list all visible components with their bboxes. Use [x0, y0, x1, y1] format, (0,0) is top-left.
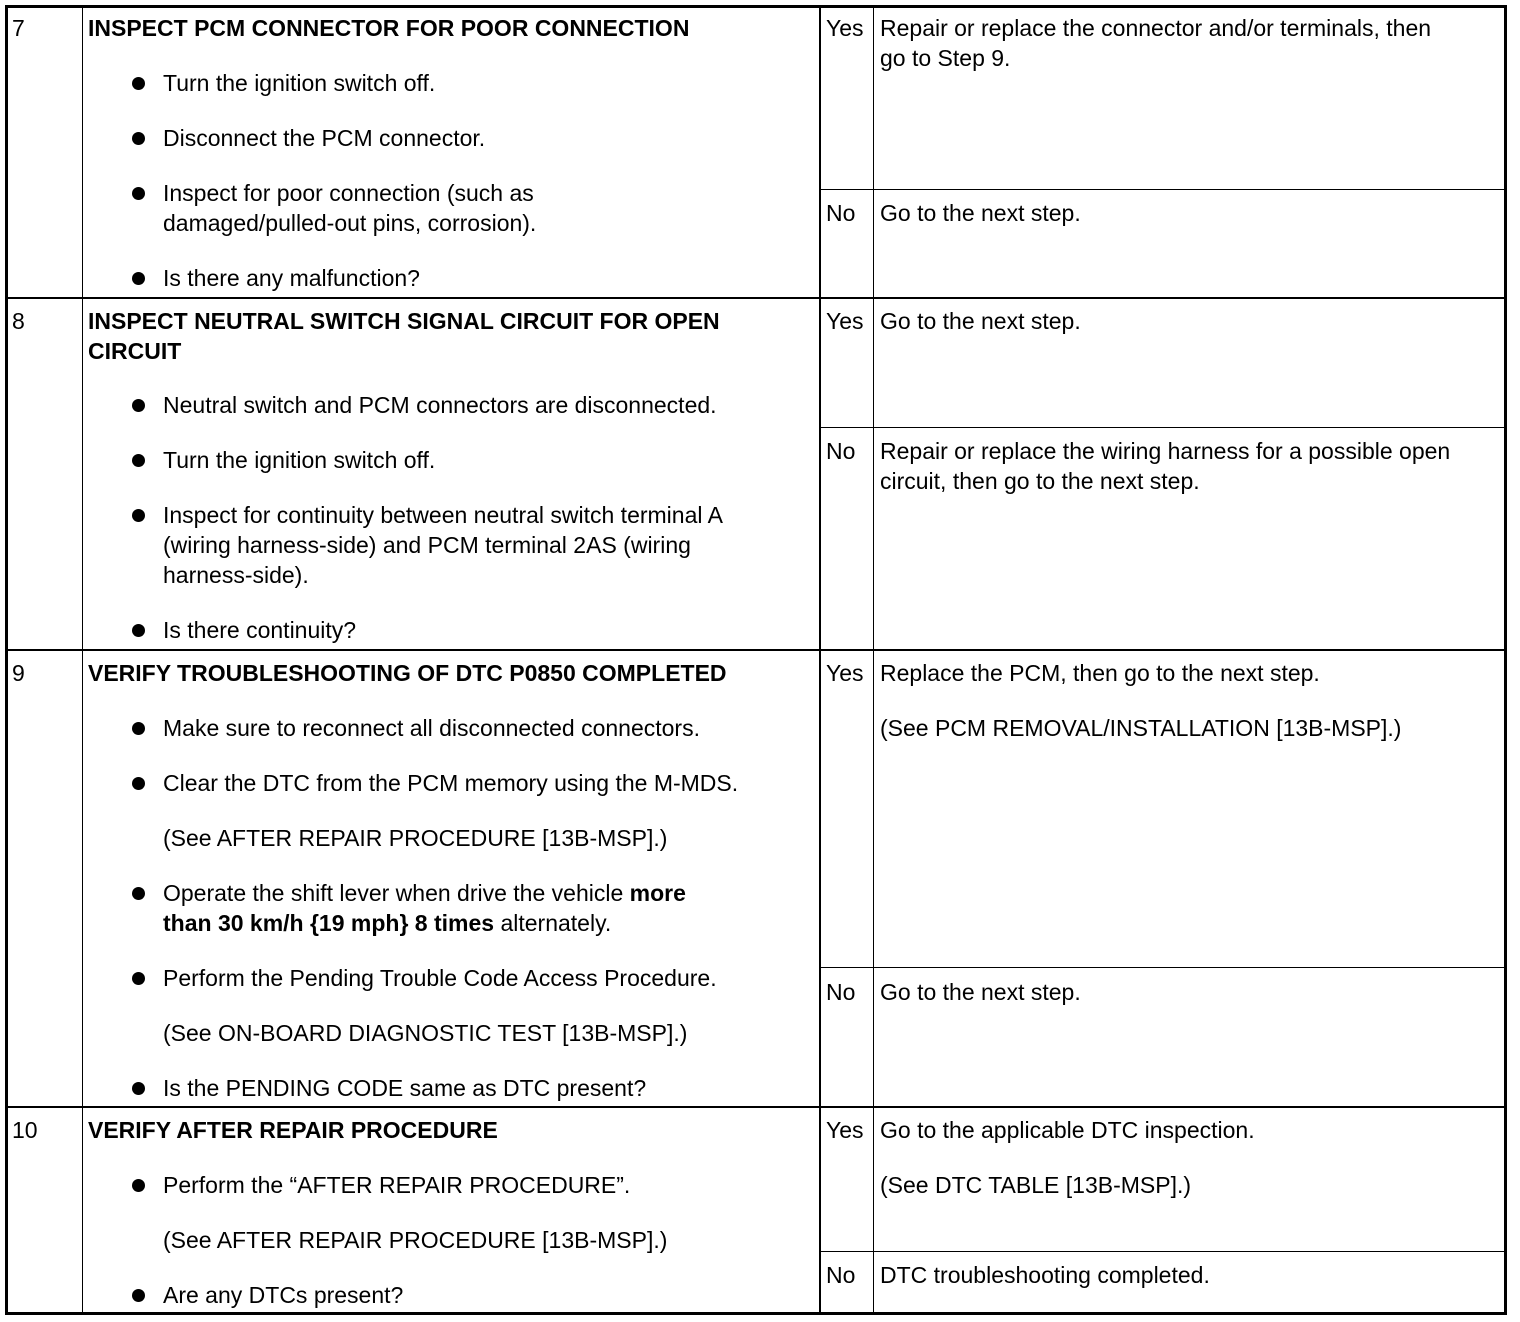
bullet-text-continued — [163, 908, 611, 938]
bullet-icon — [132, 722, 145, 735]
bullet-text: Inspect for poor connection (such as — [163, 180, 534, 206]
bullet-icon — [132, 1082, 145, 1095]
bullet-icon — [132, 454, 145, 467]
bullet-text: Clear the DTC from the PCM memory using the M-MDS. — [163, 770, 739, 796]
yes-no-divider-7 — [819, 189, 1507, 190]
yes-action: Replace the PCM, then go to the next step. — [880, 660, 1320, 686]
bullet-text: Inspect for continuity between neutral switch terminal A — [163, 502, 723, 528]
row-divider-9-10 — [5, 1106, 1507, 1108]
bullet-icon — [132, 509, 145, 522]
row-divider-8-9 — [5, 649, 1507, 651]
bullet-text-continued: harness-side). — [163, 562, 309, 588]
no-action: Repair or replace the wiring harness for a possible open — [880, 438, 1451, 464]
no-label: No — [826, 979, 856, 1005]
bullet-text: Is there any malfunction? — [163, 265, 420, 291]
step-number: 8 — [12, 308, 25, 334]
no-label: No — [826, 1262, 856, 1288]
column-divider-step — [82, 5, 83, 1315]
no-label: No — [826, 200, 856, 226]
bullet-icon — [132, 77, 145, 90]
bullet-icon — [132, 624, 145, 637]
bullet-icon — [132, 132, 145, 145]
yes-action: Go to the next step. — [880, 308, 1081, 334]
reference-text: (See ON-BOARD DIAGNOSTIC TEST [13B-MSP].) — [163, 1020, 688, 1046]
yes-label: Yes — [826, 15, 864, 41]
step-number: 7 — [12, 15, 25, 41]
no-action-continued: circuit, then go to the next step. — [880, 468, 1200, 494]
no-action: Go to the next step. — [880, 200, 1081, 226]
no-label: No — [826, 438, 856, 464]
bullet-text: Neutral switch and PCM connectors are disconnected. — [163, 392, 717, 418]
bullet-icon — [132, 777, 145, 790]
step-number: 10 — [12, 1117, 38, 1143]
yes-no-divider-9 — [819, 967, 1507, 968]
yes-label: Yes — [826, 660, 864, 686]
bullet-text — [163, 878, 686, 908]
bullet-icon — [132, 972, 145, 985]
step-title-continued: CIRCUIT — [88, 338, 182, 364]
reference-text: (See AFTER REPAIR PROCEDURE [13B-MSP].) — [163, 1227, 668, 1253]
bullet-text-part: alternately. — [500, 910, 612, 936]
bullet-text: Perform the Pending Trouble Code Access Procedure. — [163, 965, 717, 991]
yes-no-divider-10 — [819, 1251, 1507, 1252]
yes-action-continued: go to Step 9. — [880, 45, 1011, 71]
yes-label: Yes — [826, 308, 864, 334]
bullet-text: Is there continuity? — [163, 617, 357, 643]
bullet-text-part: Operate the shift lever when drive the vehicle — [163, 880, 624, 906]
bullet-text: Make sure to reconnect all disconnected connectors. — [163, 715, 700, 741]
bullet-text: Turn the ignition switch off. — [163, 70, 436, 96]
bullet-text-emphasis: more — [629, 880, 686, 906]
bullet-text: Are any DTCs present? — [163, 1282, 404, 1308]
bullet-icon — [132, 187, 145, 200]
bullet-icon — [132, 1289, 145, 1302]
yes-action-reference: (See DTC TABLE [13B-MSP].) — [880, 1172, 1192, 1198]
reference-text: (See AFTER REPAIR PROCEDURE [13B-MSP].) — [163, 825, 668, 851]
bullet-text-emphasis: than 30 km/h {19 mph} 8 times — [163, 910, 495, 936]
yes-no-divider-8 — [819, 427, 1507, 428]
yes-action: Repair or replace the connector and/or terminals, then — [880, 15, 1432, 41]
bullet-icon — [132, 1179, 145, 1192]
step-title: INSPECT NEUTRAL SWITCH SIGNAL CIRCUIT FOR OPEN — [88, 308, 720, 334]
row-divider-7-8 — [5, 297, 1507, 299]
column-divider-action — [819, 5, 821, 1315]
bullet-icon — [132, 272, 145, 285]
bullet-text-continued: damaged/pulled-out pins, corrosion). — [163, 210, 537, 236]
yes-label: Yes — [826, 1117, 864, 1143]
bullet-text: Turn the ignition switch off. — [163, 447, 436, 473]
no-action: DTC troubleshooting completed. — [880, 1262, 1210, 1288]
bullet-icon — [132, 887, 145, 900]
bullet-text: Disconnect the PCM connector. — [163, 125, 486, 151]
bullet-text: Perform the “AFTER REPAIR PROCEDURE”. — [163, 1172, 631, 1198]
bullet-text: Is the PENDING CODE same as DTC present? — [163, 1075, 647, 1101]
yes-action: Go to the applicable DTC inspection. — [880, 1117, 1255, 1143]
column-divider-result — [873, 5, 874, 1315]
step-title: INSPECT PCM CONNECTOR FOR POOR CONNECTION — [88, 15, 690, 41]
bullet-text-continued: (wiring harness-side) and PCM terminal 2AS (wiring — [163, 532, 691, 558]
step-number: 9 — [12, 660, 25, 686]
no-action: Go to the next step. — [880, 979, 1081, 1005]
yes-action-reference: (See PCM REMOVAL/INSTALLATION [13B-MSP].) — [880, 715, 1402, 741]
step-title: VERIFY AFTER REPAIR PROCEDURE — [88, 1117, 498, 1143]
bullet-icon — [132, 399, 145, 412]
step-title: VERIFY TROUBLESHOOTING OF DTC P0850 COMPLETED — [88, 660, 727, 686]
